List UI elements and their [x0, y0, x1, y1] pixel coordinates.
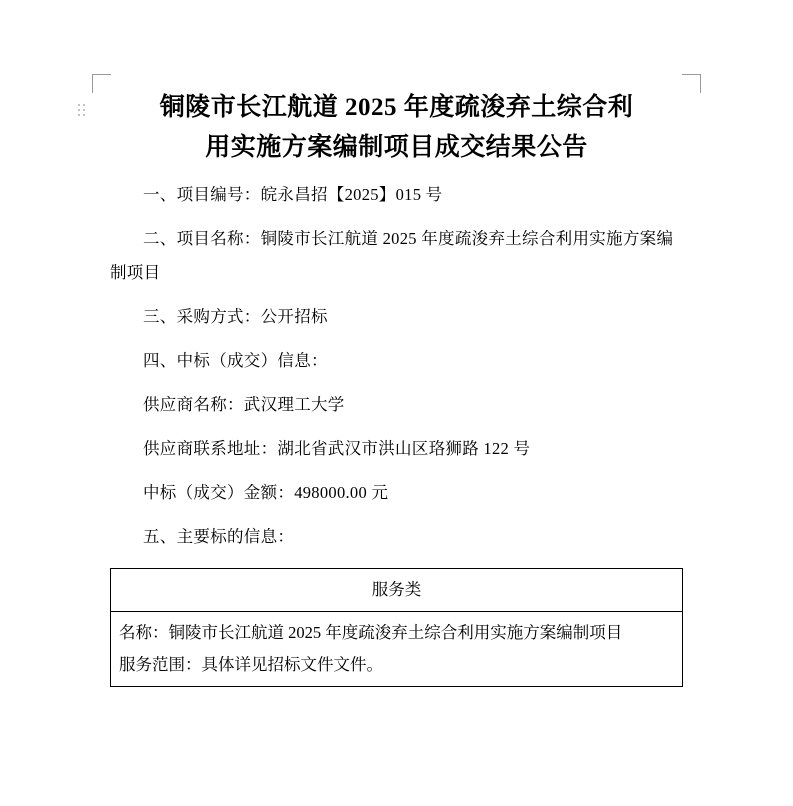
table-cell-service-detail	[111, 612, 683, 687]
paragraph-supplier-address: 供应商联系地址：湖北省武汉市洪山区珞狮路 122 号	[143, 439, 531, 458]
paragraph-procurement-method: 三、采购方式：公开招标	[143, 307, 328, 326]
page-title-line-2: 用实施方案编制项目成交结果公告	[205, 134, 588, 161]
paragraph-award-amount: 中标（成交）金额：498000.00 元	[143, 483, 389, 502]
table-cell-line-scope: 服务范围：具体详见招标文件文件。	[119, 655, 383, 674]
page-title	[110, 88, 683, 168]
paragraph-main-subject-heading: 五、主要标的信息：	[143, 527, 295, 546]
page-title-line-1: 铜陵市长江航道 2025 年度疏浚弃土综合利	[159, 94, 634, 121]
paragraph-award-info-heading: 四、中标（成交）信息：	[143, 351, 328, 370]
main-subject-table	[110, 568, 683, 687]
table-header-service-type: 服务类	[111, 569, 683, 612]
paragraph-project-name: 二、项目名称：铜陵市长江航道 2025 年度疏浚弃土综合利用实施方案编制项目	[110, 229, 674, 282]
paragraph-project-number: 一、项目编号：皖永昌招【2025】015 号	[143, 185, 443, 204]
table-row-header	[111, 569, 683, 612]
paragraph-supplier-name: 供应商名称：武汉理工大学	[143, 395, 345, 414]
table-row	[111, 612, 683, 687]
main-subject-table-wrapper	[110, 568, 683, 687]
table-cell-line-name: 名称：铜陵市长江航道 2025 年度疏浚弃土综合利用实施方案编制项目	[119, 623, 623, 642]
